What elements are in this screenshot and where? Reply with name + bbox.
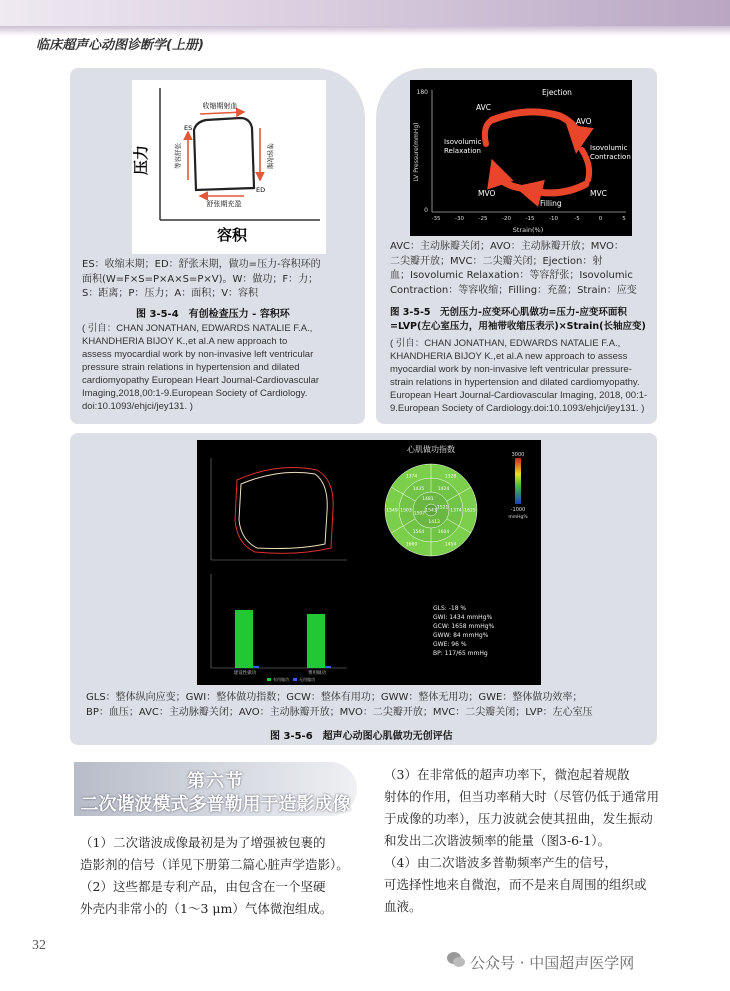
bullseye-segment-value: 1660 (405, 542, 418, 548)
section-title: 二次谐波模式多普勒用于造影成像 (80, 794, 351, 815)
fig1-citation-line: ( 引自：CHAN JONATHAN, EDWARDS NATALIE F.A., (82, 323, 313, 334)
mw-bar-constructive (235, 610, 253, 668)
mw-legend-1: 有用做功 (273, 677, 289, 682)
fig1-citation-line: assess myocardial work by non-invasive left ventricular (82, 349, 314, 360)
fig1-caption-line: S：距离；P：压力；A：面积；V：容积 (82, 288, 259, 299)
bullseye-segment-value: 1435 (412, 486, 425, 492)
fig2-citation-line: myocardial work by non-invasive left ventricular pressure- (390, 364, 632, 375)
top-band (0, 0, 730, 26)
pv-ylabel: 压力 (132, 144, 150, 176)
bullseye-segment-value: 1374 (450, 508, 462, 514)
section-number: 第六节 (187, 771, 244, 792)
strain-x-tick: -35 (431, 216, 441, 222)
strain-mvc-label: MVC (590, 189, 607, 198)
bullseye-segment-value: 1481 (422, 496, 434, 502)
mw-stat-gwe: GWE: 96 % (433, 641, 467, 648)
pv-ed-label: ED (256, 186, 266, 194)
bullseye-segment-value: 1413 (428, 520, 440, 526)
bullseye-segment-value: 1374 (405, 474, 418, 480)
book-title: 临床超声心动图诊断学(上册) (36, 38, 204, 53)
fig2-caption-line: 血；Isovolumic Relaxation：等容舒张；Isovolumic (390, 270, 633, 281)
mw-bar-label-2: 费用做功 (308, 671, 326, 676)
fig1-citation-line: Imaging,2018,00:1-9.European Society of Cardiology. (82, 388, 308, 399)
strain-xlabel: Strain(%) (512, 226, 544, 234)
mw-bar-wasted (307, 614, 325, 668)
pv-iso-relax-label: 等容舒张 (174, 143, 182, 169)
pv-loop-figure (132, 80, 326, 254)
bullseye-segment-value: 1625 (464, 508, 476, 514)
fig2-caption-line: AVC：主动脉瓣关闭；AVO：主动脉瓣开放；MVO： (390, 241, 624, 252)
page-number: 32 (32, 938, 46, 953)
fig3-caption-line: BP：血压；AVC：主动脉瓣关闭；AVO：主动脉瓣开放；MVO：二尖瓣开放；MVC：二尖瓣关闭；LVP：左心室压 (86, 707, 593, 718)
bullseye-segment-value: 1503 (400, 508, 412, 514)
pv-es-label: ES (184, 124, 193, 132)
fig2-citation-line: ( 引自：CHAN JONATHAN, EDWARDS NATALIE F.A., (390, 338, 621, 349)
fig1-citation-line: pressure strain relations in hypertension and dilated (82, 362, 300, 373)
fig1-caption-line: ES：收缩末期；ED：舒张末期，做功=压力-容积环的 (82, 259, 321, 270)
fig2-citation-line: KHANDHERIA BIJOY K.,et al.A new approach to assess (390, 351, 628, 362)
myocardial-work-figure (197, 440, 541, 685)
bullseye-segment-value: 1424 (437, 486, 450, 492)
strain-mvo-label: MVO (478, 189, 496, 198)
right-paragraph-line: 可选择性地来自微泡，而不是来自周围的组织或 (384, 877, 647, 892)
fig2-caption-line: 二尖瓣开放；MVC：二尖瓣关闭；Ejection：射 (390, 255, 603, 267)
strain-x-tick: -15 (525, 216, 535, 222)
mw-stat-gwi: GWI: 1434 mmHg% (433, 614, 493, 621)
left-paragraph-line: （2）这些都是专利产品，由包含在一个坚硬 (80, 879, 326, 894)
strain-x-tick: 5 (622, 216, 626, 222)
fig3-label: 图 3-5-6 超声心动图心肌做功无创评估 (270, 731, 453, 742)
strain-loop-figure (410, 80, 632, 236)
strain-x-tick: -25 (478, 216, 488, 222)
mw-stat-gls: GLS: -18 % (433, 605, 467, 612)
strain-avc-label: AVC (476, 103, 492, 112)
strain-x-tick: -10 (549, 216, 558, 222)
section-banner (74, 762, 357, 816)
mw-stat-gcw: GCW: 1658 mmHg% (433, 623, 495, 630)
fig2-caption-line: Contraction：等容收缩；Filling：充盈；Strain：应变 (390, 284, 637, 296)
pv-xlabel: 容积 (216, 226, 248, 244)
strain-x-tick: -5 (574, 216, 580, 222)
fig1-caption-line: 面积(W=F×S=P×A×S=P×V)。W：做功；F：力； (82, 273, 319, 285)
right-paragraph-line: 血液。 (384, 899, 422, 914)
bullseye-segment-value: 1549 (386, 508, 398, 514)
fig1-citation-line: KHANDHERIA BIJOY K.,et al.A new approach to (82, 336, 288, 347)
bullseye-segment-value: 1328 (444, 474, 457, 480)
bullseye-segment-value: 1507 (413, 511, 426, 517)
strain-x-tick: 0 (598, 216, 603, 222)
mw-stat-bp: BP: 117/65 mmHg (433, 650, 488, 657)
left-paragraph-line: 外壳内非常小的（1～3 μm）气体微泡组成。 (80, 901, 333, 916)
fig2-citation-line: 9.European Society of Cardiology.doi:10.1093/ehjci/jey131. ) (390, 403, 645, 414)
strain-x-tick: -30 (455, 216, 464, 222)
right-paragraph-line: （4）由二次谐波多普勒频率产生的信号， (384, 855, 617, 870)
fig1-citation-line: doi:10.1093/ehjci/jey131. ) (82, 401, 193, 412)
watermark: 公众号 · 中国超声医学网 (470, 954, 635, 972)
strain-y-top: 180 (416, 89, 428, 96)
bullseye-segment-value: 1521 (436, 505, 449, 511)
pv-filling-label: 舒张期充盈 (206, 200, 242, 208)
strain-x-tick: -20 (502, 216, 511, 222)
fig2-label-line: =LVP(左心室压力，用袖带收缩压表示)×Strain(长轴应变) (390, 321, 646, 332)
right-paragraph-line: （3）在非常低的超声功率下，微泡起着规散 (384, 767, 630, 782)
mw-legend-2: 无用做功 (299, 677, 315, 682)
strain-ylabel: LV Pressure(mmHg) (413, 122, 420, 182)
bullseye-segment-value: 1604 (437, 530, 450, 536)
bullseye-segment-value: 1564 (412, 530, 425, 536)
strain-ejection-label: Ejection (542, 88, 572, 97)
mw-bar-label-1: 建设性做功 (233, 671, 257, 676)
left-paragraph-line: 造影剂的信号（详见下册第二篇心脏声学造影）。 (80, 857, 349, 872)
strain-y-bottom: 0 (424, 207, 428, 214)
fig2-label-line: 图 3-5-5 无创压力-应变环心肌做功=压力-应变环面积 (390, 307, 627, 318)
right-paragraph-line: 射体的作用，但当功率稍大时（尽管仍低于通常用 (384, 789, 660, 804)
mw-stat-gww: GWW: 84 mmHg% (433, 632, 489, 639)
mw-colorbar-unit: mmHg% (508, 515, 528, 520)
mw-title: 心肌做功指数 (407, 445, 455, 454)
wechat-icon (446, 950, 466, 970)
strain-avo-label: AVO (576, 117, 592, 126)
left-paragraph-line: （1）二次谐波成像最初是为了增强被包裹的 (80, 835, 326, 850)
bullseye-segment-value: 1543 (425, 508, 437, 514)
fig1-citation-line: cardiomyopathy European Heart Journal-Cardiovascular (82, 375, 320, 386)
mw-colorbar-bottom: -1000 (510, 507, 526, 513)
pv-iso-contract-label: 等容收缩 (266, 143, 274, 169)
mw-colorbar-top: 3000 (511, 452, 525, 458)
fig3-caption-line: GLS：整体纵向应变；GWI：整体做功指数；GCW：整体有用功；GWW：整体无用功；GWE：整体做功效率； (86, 692, 583, 703)
right-paragraph-line: 于成像的功率），压力波就会使其扭曲，发生振动 (384, 811, 653, 826)
strain-iso-contract-label: Isovolumic Contraction (590, 144, 631, 161)
fig2-citation-line: strain relations in hypertension and dilated cardiomyopathy. (390, 377, 640, 388)
pv-ejection-label: 收缩期射血 (202, 102, 238, 110)
bullseye-segment-value: 1454 (444, 542, 457, 548)
fig1-label: 图 3-5-4 有创检查压力 - 容积环 (136, 309, 290, 320)
strain-iso-relax-label: Isovolumic Relaxation (444, 138, 482, 155)
fig2-citation-line: European Heart Journal-Cardiovascular Imaging, 2018, 00:1- (390, 390, 648, 401)
right-paragraph-line: 和发出二次谐波频率的能量（图3-6-1）。 (384, 833, 611, 848)
strain-filling-label: Filling (540, 199, 562, 208)
